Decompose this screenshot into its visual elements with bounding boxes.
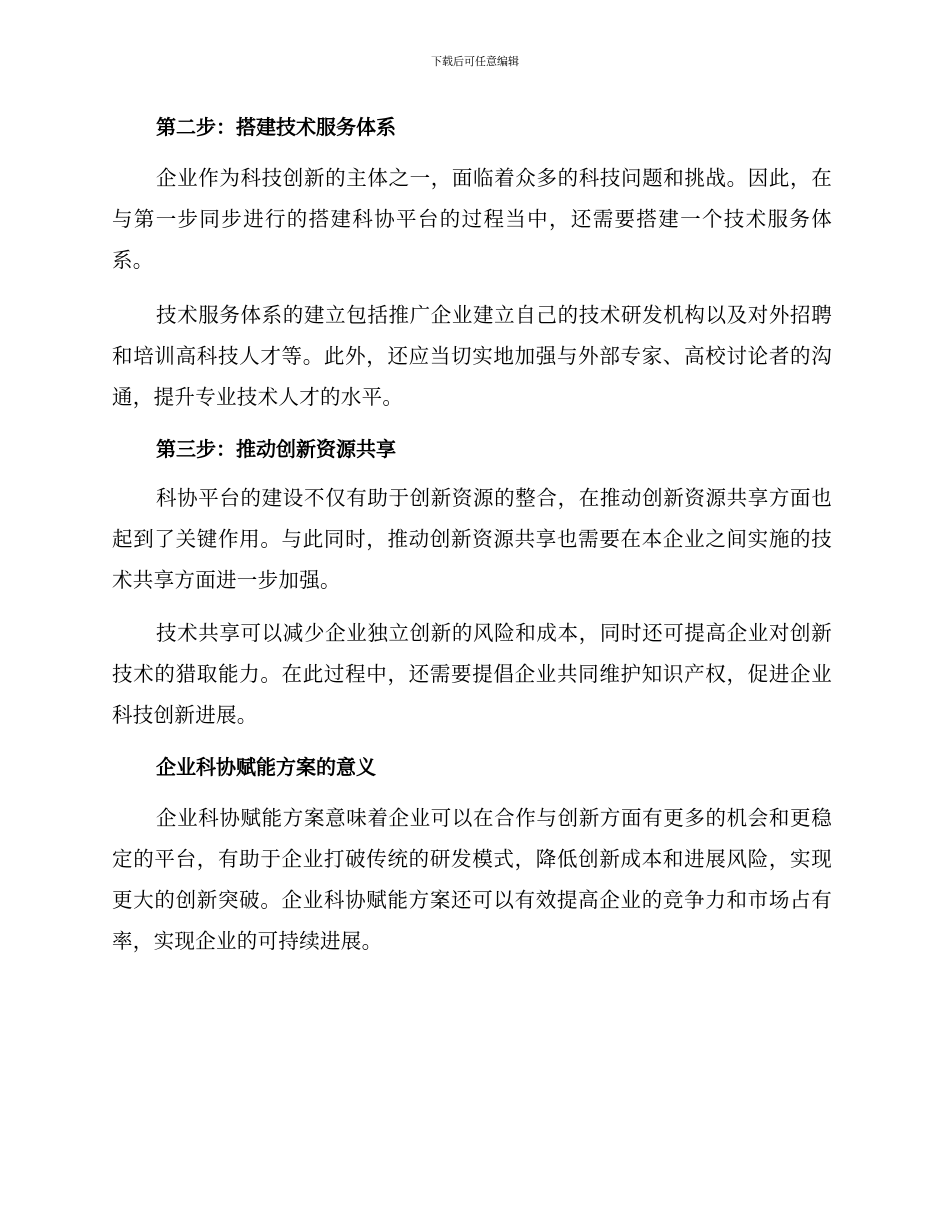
- paragraph: 企业作为科技创新的主体之一，面临着众多的科技问题和挑战。因此，在与第一步同步进行的搭建科协平台的过程当中，还需要搭建一个技术服务体系。: [112, 166, 832, 272]
- page-header-note: 下载后可任意编辑: [431, 55, 519, 68]
- section-heading-step-three: 第三步：推动创新资源共享: [156, 437, 396, 461]
- paragraph: 技术服务体系的建立包括推广企业建立自己的技术研发机构以及对外招聘和培训高科技人才等。此外，还应当切实地加强与外部专家、高校讨论者的沟通，提升专业技术人才的水平。: [112, 303, 832, 409]
- paragraph: 科协平台的建设不仅有助于创新资源的整合，在推动创新资源共享方面也起到了关键作用。与此同时，推动创新资源共享也需要在本企业之间实施的技术共享方面进一步加强。: [112, 486, 832, 592]
- document-body: [112, 110, 832, 962]
- paragraph: 技术共享可以减少企业独立创新的风险和成本，同时还可提高企业对创新技术的猎取能力。在此过程中，还需要提倡企业共同维护知识产权，促进企业科技创新进展。: [112, 621, 832, 727]
- paragraph: 企业科协赋能方案意味着企业可以在合作与创新方面有更多的机会和更稳定的平台，有助于企业打破传统的研发模式，降低创新成本和进展风险，实现更大的创新突破。企业科协赋能方案还可以有效提高企业的竞争力和市场占有率，实现企业的可持续进展。: [112, 806, 832, 953]
- section-heading-significance: 企业科协赋能方案的意义: [156, 755, 376, 779]
- section-heading-step-two: 第二步：搭建技术服务体系: [156, 115, 396, 139]
